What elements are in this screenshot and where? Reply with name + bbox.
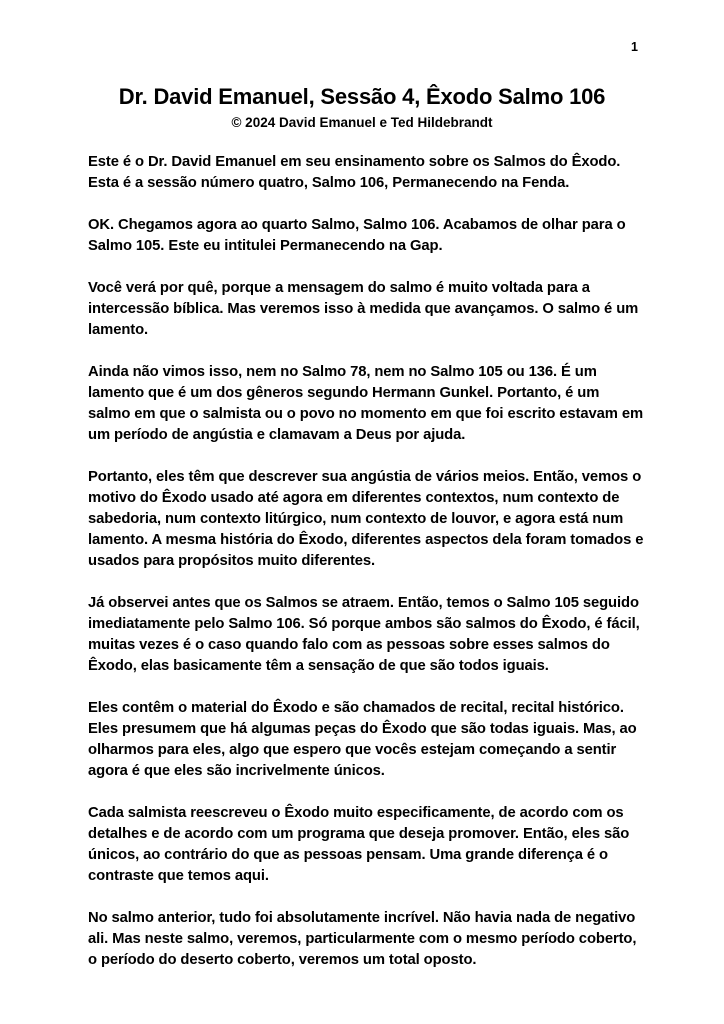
document-header [0,0,724,130]
body-paragraph: Eles contêm o material do Êxodo e são chamados de recital, recital histórico. Eles presumem que há algumas peças do Êxodo que são todas iguais. Mas, ao olharmos para eles, algo que espero que vocês estejam começando a sentir agora é que eles são incrivelmente únicos. [88,700,637,779]
page-number: 1 [631,40,638,54]
body-paragraph: Você verá por quê, porque a mensagem do salmo é muito voltada para a intercessão bíblica. Mas veremos isso à medida que avançamos. O salmo é um lamento. [88,280,639,338]
body-paragraph: Cada salmista reescreveu o Êxodo muito especificamente, de acordo com os detalhes e de acordo com um programa que deseja promover. Então, eles são únicos, ao contrário do que as pessoas pensam. Uma grande diferença é o contraste que temos aqui. [88,805,630,884]
body-paragraph: Portanto, eles têm que descrever sua angústia de vários meios. Então, vemos o motivo do Êxodo usado até agora em diferentes contextos, num contexto de sabedoria, num contexto litúrgico, num contexto de louvor, e agora está num lamento. A mesma história do Êxodo, diferentes aspectos dela foram tomados e usados para propósitos muito diferentes. [88,469,644,569]
body-paragraph: Já observei antes que os Salmos se atraem. Então, temos o Salmo 105 seguido imediatamente pelo Salmo 106. Só porque ambos são salmos do Êxodo, é fácil, muitas vezes é o caso quando falo com as pessoas sobre esses salmos do Êxodo, elas basicamente têm a sensação de que são todos iguais. [88,595,640,674]
body-paragraph: No salmo anterior, tudo foi absolutamente incrível. Não havia nada de negativo ali. Mas neste salmo, veremos, particularmente com o mesmo período coberto, o período do deserto coberto, veremos um total oposto. [88,910,637,968]
copyright-line: © 2024 David Emanuel e Ted Hildebrandt [231,115,493,130]
document-body [88,152,644,971]
document-title: Dr. David Emanuel, Sessão 4, Êxodo Salmo 106 [118,84,606,109]
body-paragraph: OK. Chegamos agora ao quarto Salmo, Salmo 106. Acabamos de olhar para o Salmo 105. Este eu intitulei Permanecendo na Gap. [88,217,626,254]
body-paragraph: Ainda não vimos isso, nem no Salmo 78, nem no Salmo 105 ou 136. É um lamento que é um dos gêneros segundo Hermann Gunkel. Portanto, é um salmo em que o salmista ou o povo no momento em que foi escrito estavam em um período de angústia e clamavam a Deus por ajuda. [88,364,644,443]
body-paragraph: Este é o Dr. David Emanuel em seu ensinamento sobre os Salmos do Êxodo. Esta é a sessão número quatro, Salmo 106, Permanecendo na Fenda. [88,154,621,191]
